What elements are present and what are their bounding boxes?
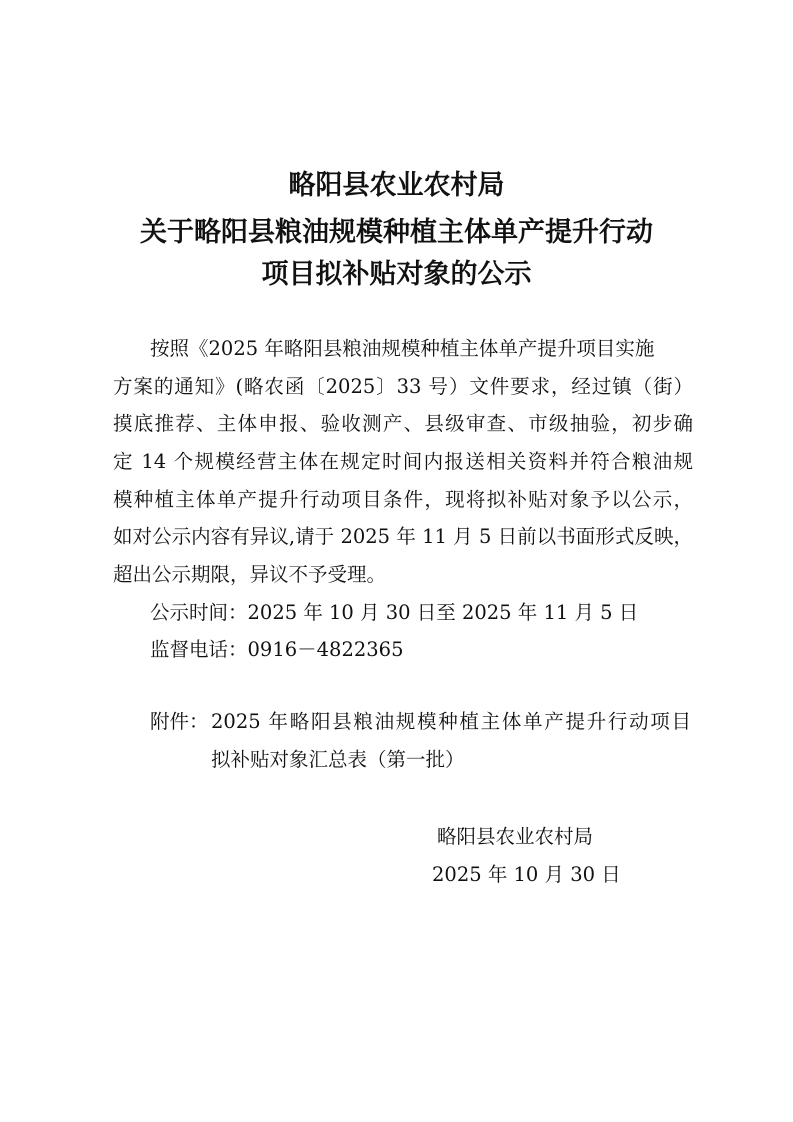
signature-organization: 略阳县农业农村局 (437, 825, 594, 848)
title-line-1: 略阳县农业农村局 (288, 170, 505, 201)
title-line-3: 项目拟补贴对象的公示 (261, 259, 532, 290)
body-line-2: 方案的通知》(略农函〔2025〕33 号）文件要求，经过镇（街） (113, 375, 693, 398)
body-line-7: 超出公示期限，异议不予受理。 (113, 563, 387, 586)
body-line-1: 按照《2025 年略阳县粮油规模种植主体单产提升项目实施 (150, 337, 655, 360)
body-line-3: 摸底推荐、主体申报、验收测产、县级审查、市级抽验，初步确 (113, 412, 693, 435)
supervision-hotline: 监督电话：0916－4822365 (150, 638, 404, 661)
body-line-6: 如对公示内容有异议,请于 2025 年 11 月 5 日前以书面形式反映， (113, 525, 693, 548)
attachment-label: 附件： (150, 710, 209, 733)
body-line-4: 定 14 个规模经营主体在规定时间内报送相关资料并符合粮油规 (113, 450, 693, 473)
attachment-title-line-1: 2025 年略阳县粮油规模种植主体单产提升行动项目 (211, 710, 691, 733)
title-line-2: 关于略阳县粮油规模种植主体单产提升行动 (140, 217, 653, 248)
attachment-title-line-2: 拟补贴对象汇总表（第一批） (211, 748, 465, 771)
body-line-5: 模种植主体单产提升行动项目条件，现将拟补贴对象予以公示， (113, 488, 693, 511)
signature-date: 2025 年 10 月 30 日 (432, 863, 621, 886)
notice-period: 公示时间：2025 年 10 月 30 日至 2025 年 11 月 5 日 (150, 601, 639, 624)
